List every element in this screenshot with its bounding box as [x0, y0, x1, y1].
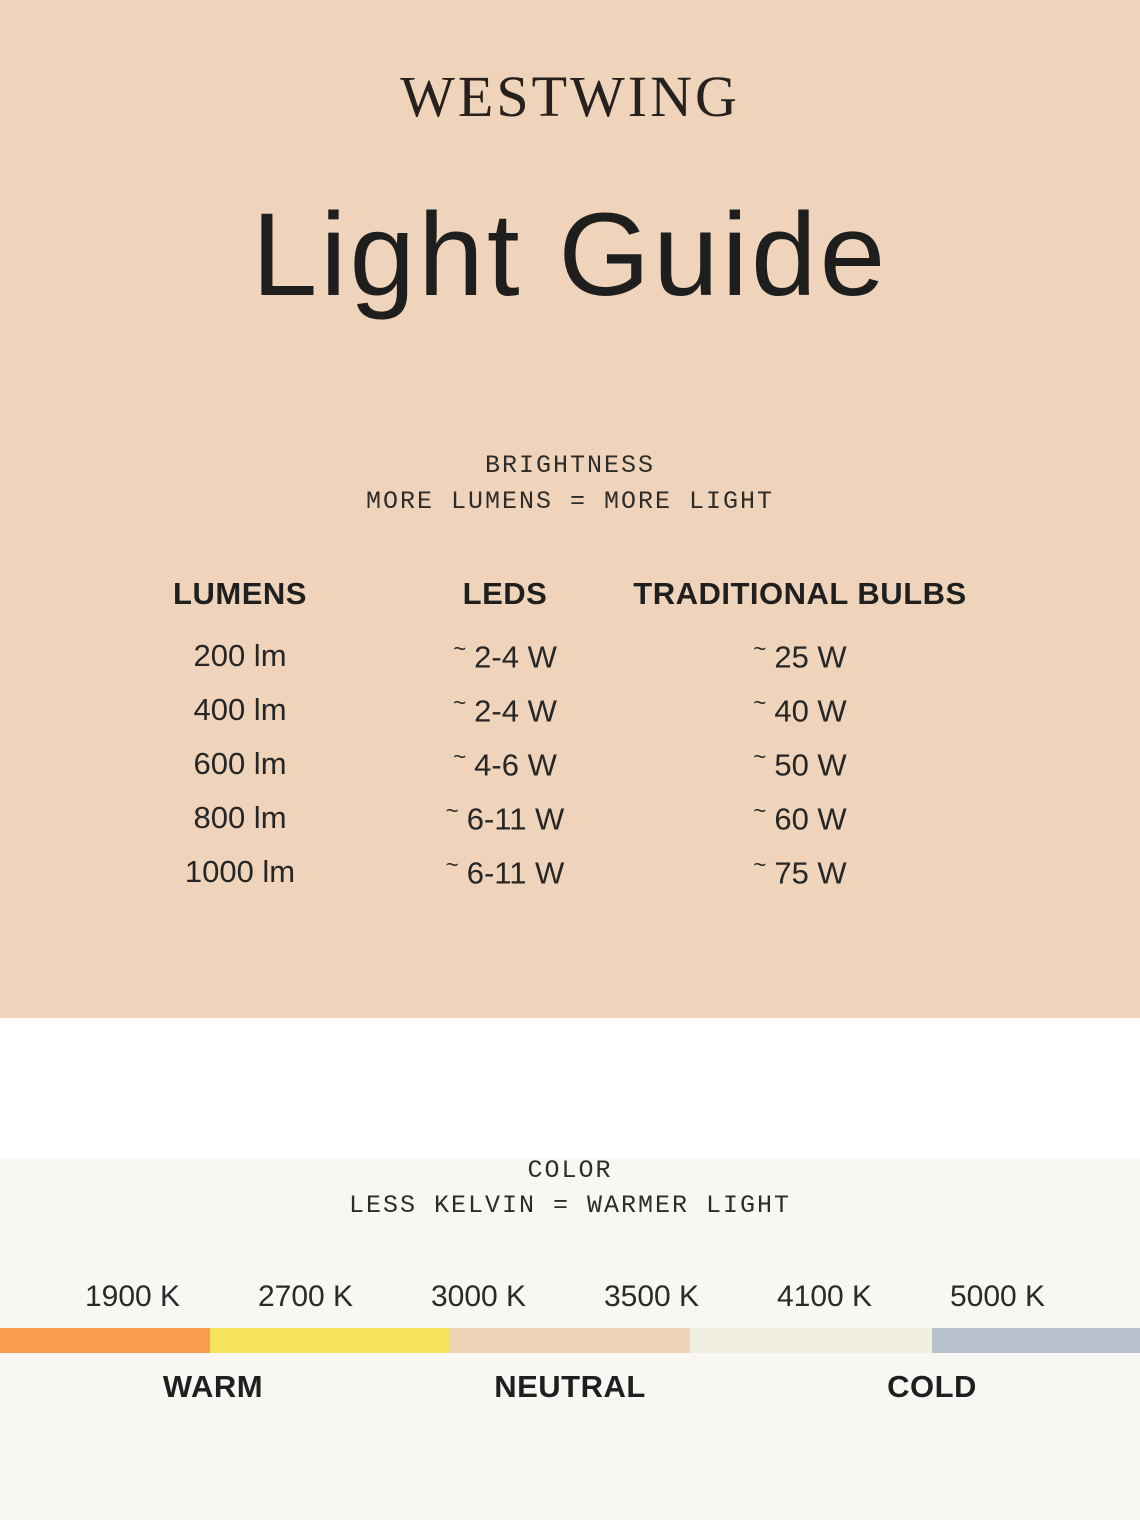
leds-value: [420, 743, 590, 783]
approx-symbol: ~: [753, 743, 767, 769]
kelvin-label: 5000 K: [949, 1280, 1046, 1313]
bulb-watts: 60 W: [774, 801, 847, 837]
color-heading: COLOR: [527, 1156, 613, 1185]
leds-watts: 2-4 W: [474, 639, 557, 675]
kelvin-label: 4100 K: [776, 1280, 873, 1313]
kelvin-label: 3500 K: [603, 1280, 700, 1313]
leds-watts: 6-11 W: [466, 801, 565, 837]
brightness-subheading: MORE LUMENS = MORE LIGHT: [365, 487, 775, 516]
bulb-watts: 75 W: [774, 855, 847, 891]
leds-watts: 4-6 W: [474, 747, 557, 783]
lumens-value: 600 lm: [193, 745, 287, 781]
color-temperature-bar: [0, 1328, 1140, 1353]
column-header-leds: LEDS: [462, 576, 548, 611]
bar-segment-cold-blue-gray: [932, 1328, 1140, 1353]
lumens-value: 400 lm: [193, 691, 287, 727]
table-row: [60, 790, 1010, 844]
bulb-watts: 40 W: [774, 693, 847, 729]
column-header-lumens: LUMENS: [173, 576, 307, 611]
approx-symbol: ~: [453, 743, 467, 769]
leds-value: [420, 797, 590, 837]
label-warm: WARM: [162, 1369, 264, 1404]
label-cold: COLD: [887, 1369, 977, 1404]
lumens-value: 800 lm: [193, 799, 287, 835]
leds-value: [420, 689, 590, 729]
table-row: [60, 682, 1010, 736]
kelvin-scale-labels: [46, 1282, 1084, 1312]
brightness-heading: BRIGHTNESS: [484, 451, 656, 480]
approx-symbol: ~: [445, 797, 459, 823]
lumens-value: 200 lm: [193, 637, 287, 673]
approx-symbol: ~: [453, 635, 467, 661]
approx-symbol: ~: [753, 689, 767, 715]
color-subheading: LESS KELVIN = WARMER LIGHT: [348, 1191, 792, 1220]
bar-segment-neutral-cream: [690, 1328, 932, 1353]
leds-value: [420, 851, 590, 891]
leds-value: [420, 635, 590, 675]
bar-segment-neutral-peach: [450, 1328, 690, 1353]
lumen-conversion-table: [60, 578, 1010, 898]
approx-symbol: ~: [753, 797, 767, 823]
lumens-value: 1000 lm: [184, 853, 296, 889]
bulbs-value: [590, 797, 1010, 837]
bar-segment-warm-orange: [0, 1328, 210, 1353]
table-row: [60, 844, 1010, 898]
bulbs-value: [590, 743, 1010, 783]
page-title: Light Guide: [251, 189, 889, 321]
color-temperature-section: [0, 1158, 1140, 1520]
table-row: [60, 736, 1010, 790]
leds-watts: 2-4 W: [474, 693, 557, 729]
bulbs-value: [590, 689, 1010, 729]
bulbs-value: [590, 851, 1010, 891]
kelvin-label: 2700 K: [257, 1280, 354, 1313]
bulbs-value: [590, 635, 1010, 675]
approx-symbol: ~: [453, 689, 467, 715]
kelvin-label: 1900 K: [84, 1280, 181, 1313]
approx-symbol: ~: [753, 851, 767, 877]
table-row: [60, 628, 1010, 682]
bulb-watts: 50 W: [774, 747, 847, 783]
kelvin-label: 3000 K: [430, 1280, 527, 1313]
brand-logo: WESTWING: [400, 64, 740, 129]
temperature-labels-row: [0, 1368, 1140, 1408]
table-header-row: [60, 578, 1010, 609]
label-neutral: NEUTRAL: [494, 1369, 646, 1404]
leds-watts: 6-11 W: [466, 855, 565, 891]
approx-symbol: ~: [445, 851, 459, 877]
column-header-traditional-bulbs: TRADITIONAL BULBS: [633, 576, 967, 611]
table-body: [60, 628, 1010, 898]
approx-symbol: ~: [753, 635, 767, 661]
bar-segment-warm-yellow: [210, 1328, 450, 1353]
bulb-watts: 25 W: [774, 639, 847, 675]
